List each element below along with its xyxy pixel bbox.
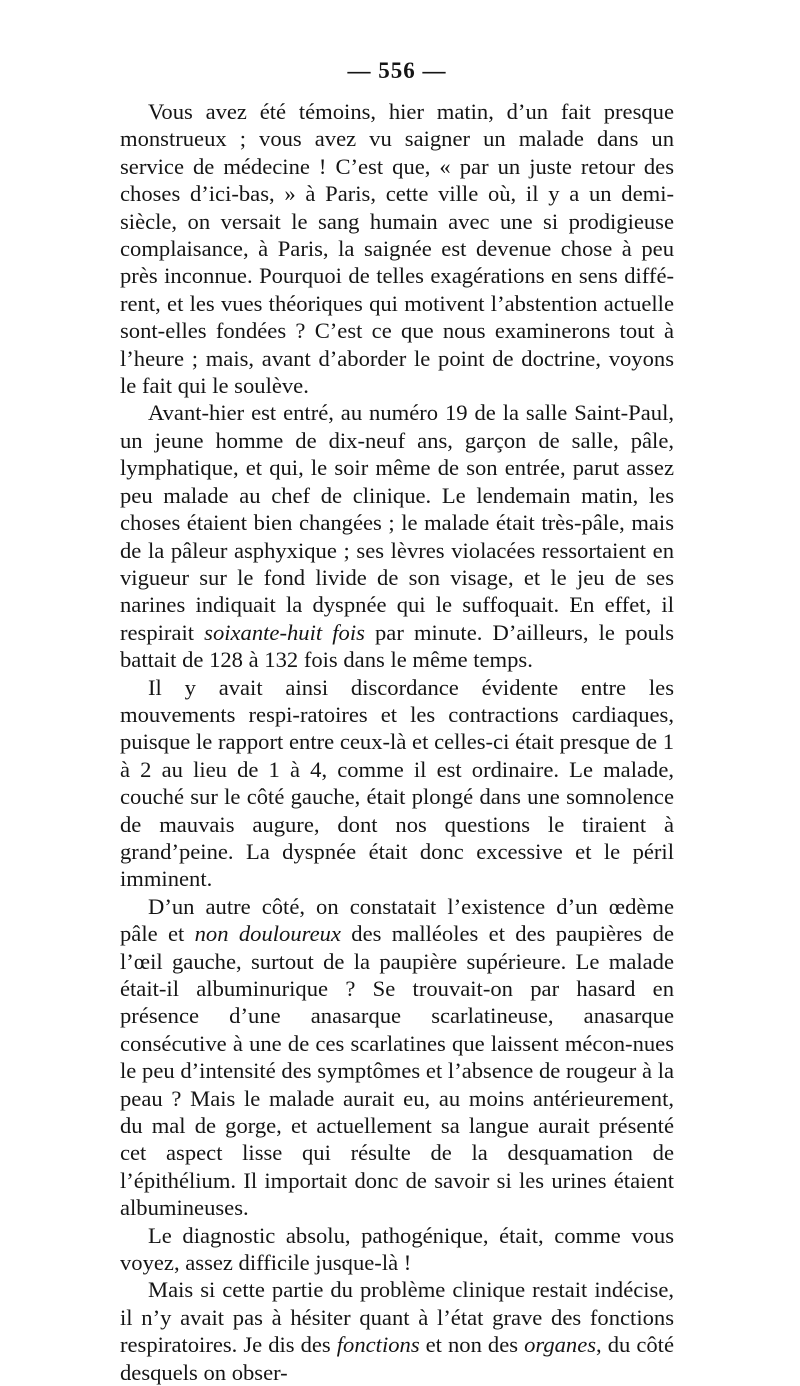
- text-segment: Le diagnostic absolu, pathogénique, était, comme vous voyez, assez difficile jusque-là !: [120, 1222, 674, 1276]
- text-segment: Il y avait ainsi discordance évidente entre les mouvements respi-ratoires et les contractions cardiaques, puisque le rapport entre ceux-là et celles-ci était presque de 1 à 2 au lieu de 1 à 4, comme il est ordinaire. Le malade, couché sur le côté gauche, était plongé dans une somnolence de mauvais augure, dont nos questions le tiraient à grand’peine. La dyspnée était donc excessive et le péril imminent.: [120, 674, 674, 892]
- text-segment: des malléoles et des paupières de l’œil gauche, surtout de la paupière supérieure. Le malade était-il albuminurique ? Se trouvait-on par hasard en présence d’une anasarque scarlatineuse, anasarque consécutive à une de ces scarlatines que laissent mécon-nues le peu d’intensité des symptômes et l’absence de rougeur à la peau ? Mais le malade aurait eu, au moins antérieurement, du mal de gorge, et actuellement sa langue aurait présenté cet aspect lisse qui résulte de la desquamation de l’épithélium. Il importait donc de savoir si les urines étaient albumineuses.: [120, 921, 675, 1221]
- paragraph-1: [120, 98, 674, 399]
- paragraph-6: [120, 1276, 674, 1386]
- italic-segment: non douloureux: [194, 921, 341, 947]
- page-number: — 556 —: [347, 58, 447, 83]
- paragraph-3: [120, 674, 674, 893]
- text-segment: , du côté desquels on obser-: [120, 1332, 674, 1385]
- text-segment: par minute. D’ailleurs, le pouls battait de 128 à 132 fois dans le même temps.: [120, 619, 674, 673]
- text-segment: D’un autre côté, on constatait l’existence d’un œdème pâle et: [120, 893, 674, 947]
- italic-segment: fonctions: [336, 1332, 420, 1358]
- paragraph-2: [120, 399, 674, 673]
- text-segment: Vous avez été témoins, hier matin, d’un fait presque monstrueux ; vous avez vu saigner un malade dans un service de médecine ! C’est que, « par un juste retour des choses d’ici-bas, » à Paris, cette ville où, il y a un demi-siècle, on versait le sang humain avec une si prodigieuse complaisance, à Paris, la saignée est devenue chose à peu près inconnue. Pourquoi de telles exagérations en sens diffé-rent, et les vues théoriques qui motivent l’abstention actuelle sont-elles fondées ? C’est ce que nous examinerons tout à l’heure ; mais, avant d’aborder le point de doctrine, voyons le fait qui le soulève.: [120, 99, 674, 399]
- paragraph-4: [120, 893, 674, 1222]
- paragraph-5: [120, 1222, 674, 1277]
- italic-segment: soixante-huit fois: [204, 619, 365, 645]
- text-segment: Avant-hier est entré, au numéro 19 de la salle Saint-Paul, un jeune homme de dix-neuf ans, garçon de salle, pâle, lymphatique, et qui, le soir même de son entrée, parut assez peu malade au chef de clinique. Le lendemain matin, les choses étaient bien changées ; le malade était très-pâle, mais de la pâleur asphyxique ; ses lèvres violacées ressortaient en vigueur sur le fond livide de son visage, et le jeu de ses narines indiquait la dyspnée qui le suffoquait. En effet, il respirait: [120, 400, 674, 645]
- italic-segment: organes: [524, 1332, 597, 1358]
- text-segment: Mais si cette partie du problème clinique restait indécise, il n’y avait pas à hésiter quant à l’état grave des fonctions respiratoires. Je dis des: [120, 1277, 674, 1358]
- text-segment: et non des: [419, 1332, 525, 1358]
